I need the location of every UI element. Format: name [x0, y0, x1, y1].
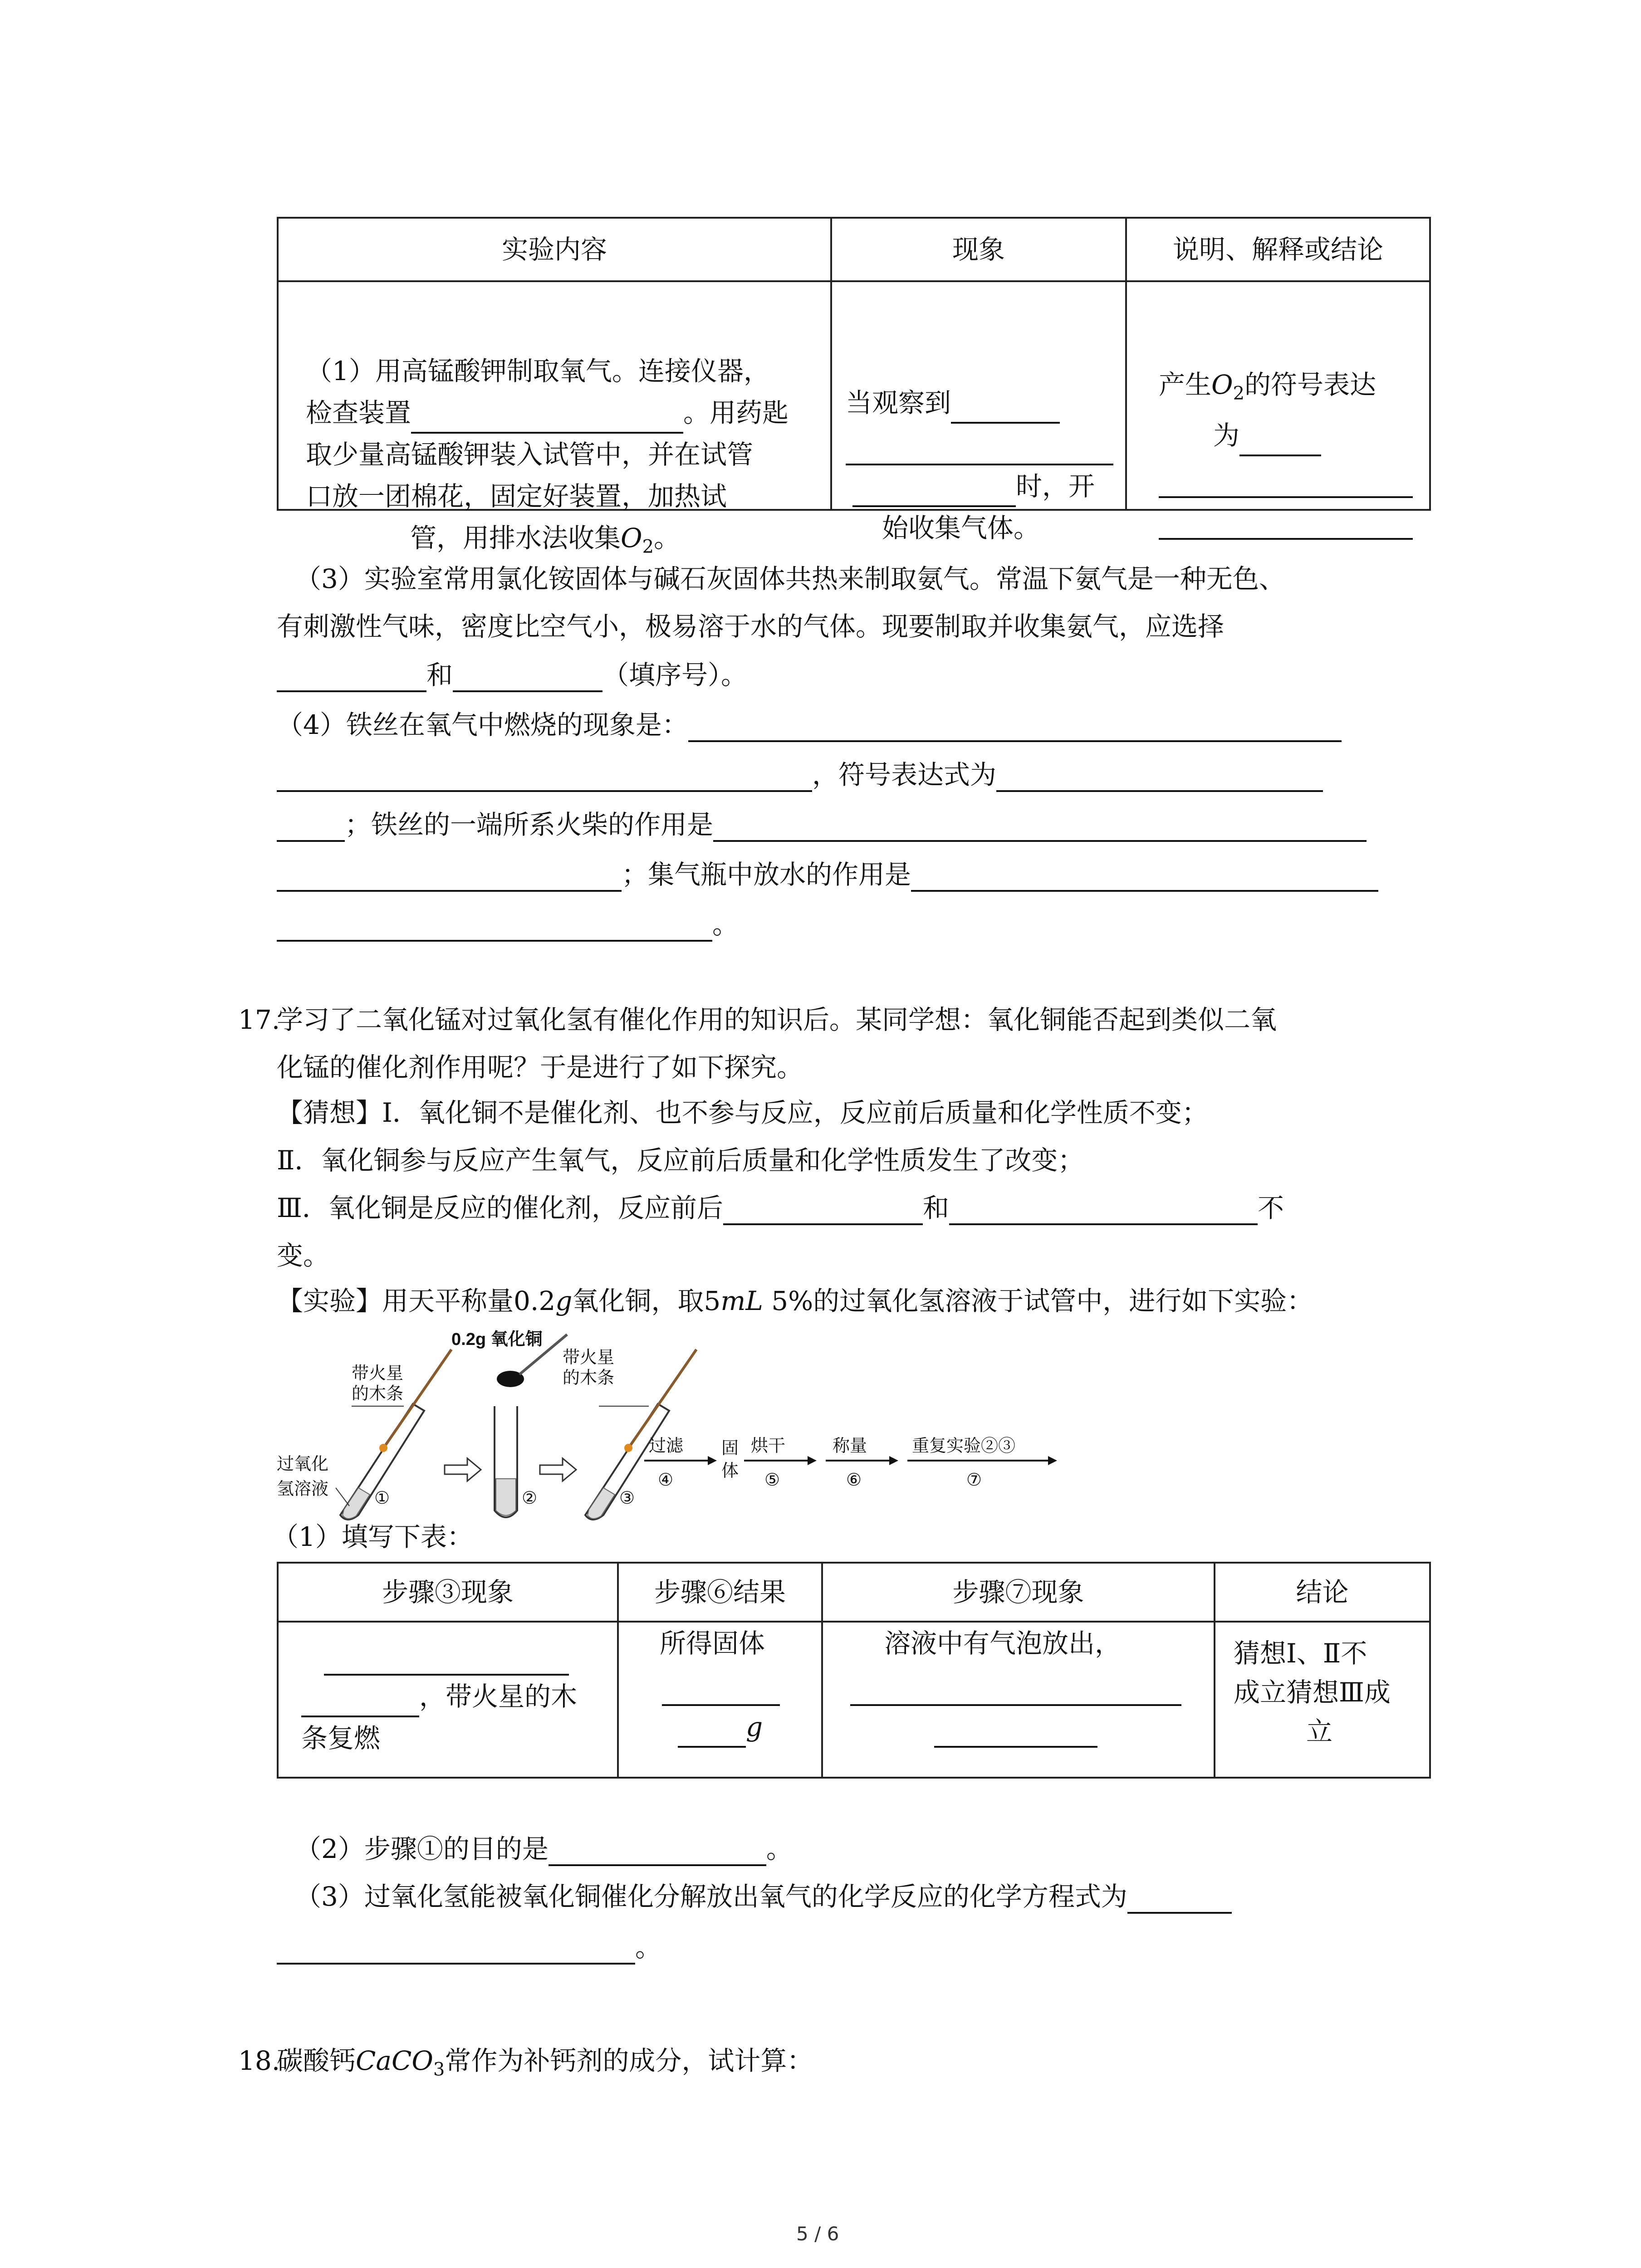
splint1-label-2: 的木条 [352, 1384, 404, 1403]
q17-p3-end: 。 [635, 1932, 662, 1963]
table2-header-step7: 步骤⑦现象 [822, 1563, 1215, 1622]
splint-1-ember [379, 1444, 387, 1452]
h2o2-label-2: 氢溶液 [277, 1480, 329, 1499]
step7-blank-1[interactable] [850, 1676, 1181, 1706]
q17-experiment [277, 1284, 1313, 1318]
result-table [277, 1562, 1431, 1779]
table1-symbol-expr: 的符号表达 [1244, 369, 1376, 400]
o2-formula-2: O [1211, 369, 1233, 400]
q17-line2: 化锰的催化剂作用呢？于是进行了如下探究。 [277, 1052, 803, 1083]
table1-content-line5: 管，用排水法收集 [410, 523, 621, 553]
q17-line1: 学习了二氧化锰对过氧化氢有催化作用的知识后。某同学想：氧化铜能否起到类似二氧 [277, 1004, 1277, 1035]
q17-guess3-and: 和 [922, 1193, 949, 1223]
step7-blank-2[interactable] [934, 1718, 1097, 1748]
q18-text [277, 2043, 813, 2087]
q3-line1: （3）实验室常用氯化铵固体与碱石灰固体共热来制取氨气。常温下氨气是一种无色、 [295, 563, 1285, 594]
table1-content-line2b: 。用药匙 [683, 397, 789, 428]
arrow-hollow-1 [445, 1458, 481, 1481]
table1-observe-when: 时，开 [1016, 471, 1095, 502]
q17-p3-line2 [277, 1930, 661, 1965]
q17-p3 [295, 1879, 1232, 1914]
q18-b: 常作为补钙剂的成分，试计算： [445, 2045, 813, 2076]
splint3-label-2: 的木条 [563, 1369, 615, 1388]
q17-exp-pct: 5% [771, 1286, 813, 1316]
q4-blank-6[interactable] [277, 862, 622, 892]
caco3-formula: CaCO [356, 2045, 433, 2076]
q4-blank-8[interactable] [277, 912, 712, 942]
q3-line3 [277, 658, 747, 692]
q4-blank-1[interactable] [688, 712, 1342, 742]
q17-exp-c: 的过氧化氢溶液于试管中，进行如下实验： [813, 1286, 1313, 1316]
q4-line4 [277, 857, 1378, 892]
caco3-subscript: 3 [433, 2059, 445, 2080]
q3-note: （填序号）。 [603, 660, 748, 690]
cuo-label: 0.2g 氧化铜 [451, 1330, 543, 1349]
table2-cell-step6 [618, 1622, 822, 1778]
q17-p3-text: （3）过氧化氢能被氧化铜催化分解放出氧气的化学反应的化学方程式为 [295, 1881, 1127, 1912]
step6-text: 所得固体 [660, 1628, 765, 1659]
step6-blank-2[interactable] [678, 1718, 746, 1748]
q17-p3-blank-1[interactable] [1127, 1884, 1232, 1914]
symbol-expr-blank-1[interactable] [1239, 426, 1321, 456]
table1-cell-conclusion [1126, 281, 1430, 510]
table2-cell-conclusion [1215, 1622, 1430, 1778]
q3-line2: 有刺激性气味，密度比空气小，极易溶于水的气体。现要制取并收集氨气，应选择 [277, 611, 1225, 642]
table1-is-label: 为 [1213, 420, 1240, 451]
q17-p2-end: 。 [766, 1833, 793, 1864]
table1-content-line2: 检查装置 [306, 397, 411, 428]
observe-blank-2[interactable] [846, 435, 1113, 465]
q4-line5 [277, 907, 739, 942]
q17-exp-vol: 5 [704, 1286, 721, 1316]
q4-blank-5[interactable] [713, 812, 1367, 842]
step-4-num: ④ [658, 1471, 674, 1490]
observe-blank-3[interactable] [852, 477, 1016, 507]
q17-guess3-text: Ⅲ．氧化铜是反应的催化剂，反应前后 [277, 1193, 723, 1223]
experiment-table [277, 217, 1431, 557]
table2-header-step6: 步骤⑥结果 [618, 1563, 822, 1622]
q4-end: 。 [712, 909, 739, 940]
table1-cell-content [278, 281, 831, 557]
q3-blank-1[interactable] [277, 662, 426, 692]
q3-blank-2[interactable] [453, 662, 603, 692]
weigh-label: 称量 [833, 1437, 867, 1456]
table1-content-line3: 取少量高锰酸钾装入试管中，并在试管 [306, 439, 754, 470]
step-6-num: ⑥ [846, 1471, 862, 1490]
solid-label-2: 体 [721, 1461, 739, 1481]
q4-symbol-label: ，符号表达式为 [812, 759, 997, 790]
step6-blank-1[interactable] [662, 1676, 780, 1706]
repeat-label: 重复实验②③ [912, 1437, 1016, 1456]
table1-produce-label: 产生 [1159, 369, 1212, 400]
q17-number: 17. [238, 1004, 280, 1035]
symbol-expr-blank-3[interactable] [1159, 510, 1413, 540]
step-2-num: ② [522, 1489, 538, 1508]
arrow-hollow-2 [540, 1458, 576, 1481]
filter-label: 过滤 [649, 1437, 684, 1456]
step3-text-2: 条复燃 [301, 1723, 381, 1754]
q17-p3-blank-2[interactable] [277, 1935, 635, 1965]
q17-p2 [295, 1832, 793, 1866]
q4-water-label: ；集气瓶中放水的作用是 [622, 859, 911, 890]
table1-header-conclusion: 说明、解释或结论 [1126, 218, 1430, 281]
table1-observe-label: 当观察到 [846, 387, 951, 418]
q17-guess3-blank-1[interactable] [723, 1195, 923, 1225]
step6-unit: g [746, 1711, 763, 1742]
conclusion-line1: 猜想Ⅰ、Ⅱ不 [1234, 1638, 1367, 1669]
step-7-num: ⑦ [966, 1471, 982, 1490]
table1-content-line4: 口放一团棉花，固定好装置，加热试 [306, 481, 727, 512]
table1-content-line1: （1）用高锰酸钾制取氧气。连接仪器， [306, 356, 770, 386]
step3-text: ，带火星的木 [419, 1681, 578, 1712]
q18-number: 18. [238, 2045, 280, 2076]
splint3-label-1: 带火星 [563, 1348, 615, 1367]
q17-guess1: 【猜想】Ⅰ．氧化铜不是催化剂、也不参与反应，反应前后质量和化学性质不变； [277, 1097, 1208, 1128]
table1-header-content: 实验内容 [278, 218, 831, 281]
q4-blank-7[interactable] [911, 862, 1378, 892]
table1-cell-phenomenon [831, 281, 1126, 543]
experiment-diagram [272, 1329, 1089, 1524]
step3-blank-2[interactable] [301, 1687, 419, 1717]
dry-label: 烘干 [751, 1437, 786, 1456]
q17-exp-ml: mL [720, 1286, 763, 1316]
step-1-num: ① [374, 1489, 390, 1508]
q17-p2-blank[interactable] [549, 1836, 766, 1866]
symbol-expr-blank-2[interactable] [1159, 468, 1413, 498]
q17-guess3-blank-2[interactable] [949, 1195, 1258, 1225]
q17-p2-text: （2）步骤①的目的是 [295, 1833, 549, 1864]
table2-header-step3: 步骤③现象 [278, 1563, 618, 1622]
q17-fill-table: （1）填写下表： [272, 1521, 473, 1552]
q17-guess3 [277, 1191, 1284, 1225]
q4-line1 [277, 708, 1342, 742]
q17-guess3-not: 不 [1257, 1193, 1284, 1223]
o2-formula: O [621, 523, 642, 553]
table2-header-conclusion: 结论 [1215, 1563, 1430, 1622]
table1-header-phenomenon: 现象 [831, 218, 1126, 281]
process-chain [644, 1437, 1057, 1490]
conclusion-line3: 立 [1306, 1716, 1333, 1747]
solid-label-1: 固 [721, 1439, 739, 1458]
q4-match-label: ；铁丝的一端所系火柴的作用是 [345, 809, 714, 840]
q4-line2 [277, 758, 1323, 792]
page-number: 5 / 6 [796, 2223, 839, 2245]
q4-line3 [277, 807, 1367, 842]
check-device-blank[interactable] [411, 404, 683, 434]
q4-label: （4）铁丝在氧气中燃烧的现象是： [277, 709, 688, 740]
splint-3-ember [624, 1444, 632, 1452]
q17-exp-a: 【实验】用天平称量 [277, 1286, 514, 1316]
q17-guess2: Ⅱ．氧化铜参与反应产生氧气，反应前后质量和化学性质发生了改变； [277, 1145, 1084, 1176]
step-5-num: ⑤ [764, 1471, 780, 1490]
q4-blank-3[interactable] [996, 762, 1323, 792]
step-3-num: ③ [619, 1489, 635, 1508]
q4-blank-4[interactable] [277, 812, 345, 842]
table2-cell-step3 [278, 1622, 618, 1778]
step3-blank-1[interactable] [324, 1646, 569, 1676]
conclusion-line2: 成立猜想Ⅲ成 [1234, 1677, 1391, 1708]
observe-blank-1[interactable] [951, 394, 1060, 424]
q18-a: 碳酸钙 [277, 2045, 356, 2076]
table1-observe-collect: 始收集气体。 [882, 513, 1040, 543]
q17-exp-g: g [555, 1286, 573, 1316]
o2-subscript-2: 2 [1233, 383, 1245, 404]
q17-guess3-end: 变。 [277, 1240, 330, 1271]
step7-text: 溶液中有气泡放出， [884, 1628, 1122, 1659]
o2-subscript: 2 [642, 536, 654, 557]
q3-and: 和 [426, 660, 453, 690]
q17-exp-mass: 0.2 [514, 1286, 556, 1316]
table1-content-end: 。 [654, 523, 681, 553]
splint1-label-1: 带火星 [352, 1364, 404, 1383]
h2o2-label-1: 过氧化 [277, 1455, 329, 1474]
q4-blank-2[interactable] [277, 762, 812, 792]
table2-cell-step7 [822, 1622, 1215, 1778]
q17-exp-b: 氧化铜，取 [572, 1286, 704, 1316]
